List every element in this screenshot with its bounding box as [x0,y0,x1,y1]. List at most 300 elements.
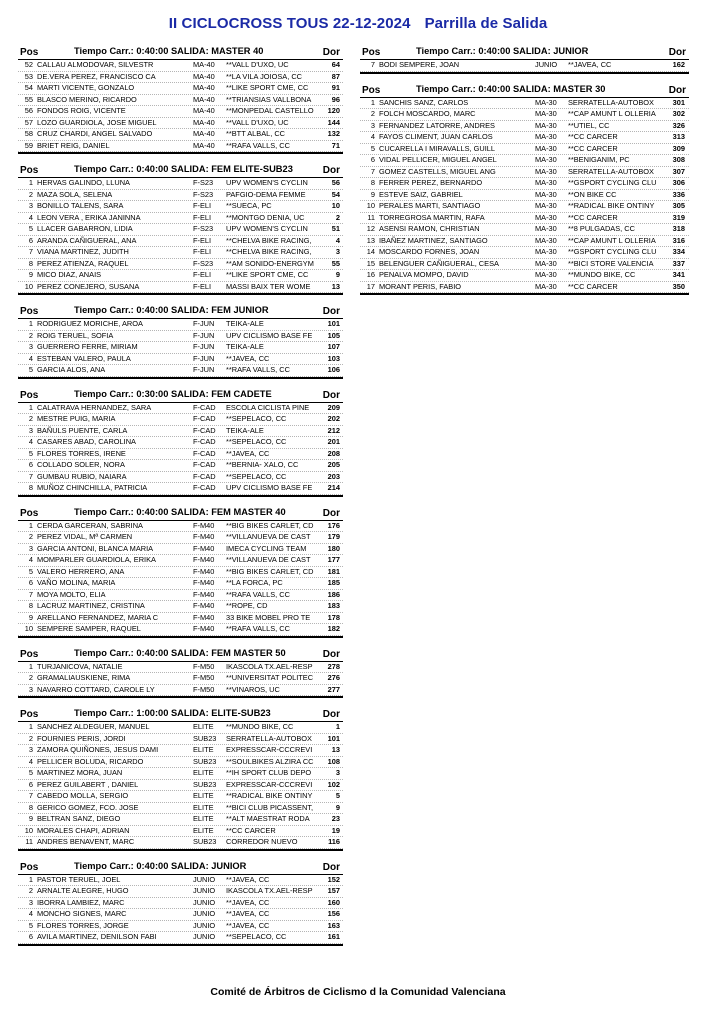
pos-cell: 3 [28,201,33,210]
bib-number: 302 [672,109,685,118]
pos-cell: 59 [24,140,33,150]
rider-name: MUÑOZ CHINCHILLA, PATRICIA [37,483,148,492]
category-cell: F-CAD [193,471,216,481]
category-cell: MA-30 [535,109,557,118]
bib-number: 178 [327,612,340,622]
category-cell: F-ELI [193,235,212,245]
club-cell: **MUNDO BIKE, CC [568,270,636,279]
pos-cell: 5 [28,768,33,777]
club-cell: **8 PULGADAS, CC [568,224,635,233]
table-row [18,578,343,590]
table-row [18,437,343,449]
table-row [18,837,343,849]
club-cell: **SOULBIKES ALZIRA CC [226,756,314,766]
table-row [18,449,343,461]
club-cell: **SEPELACO, CC [226,414,287,423]
pos-cell: 7 [28,247,33,256]
category-cell: MA-30 [535,212,557,222]
pos-cell: 2 [28,189,33,199]
rider-name: CASARES ABAD, CAROLINA [37,437,136,446]
section-header [18,44,343,60]
category-cell: F-M40 [193,555,215,564]
rider-name: CABEDO MOLLA, SERGIO [37,791,129,800]
pos-cell: 4 [28,437,33,446]
section-info: Tiempo Carr.: 0:40:00 SALIDA: FEM JUNIOR [74,305,269,315]
category-cell: F-M50 [193,673,215,682]
section-info: Tiempo Carr.: 1:00:00 SALIDA: ELITE-SUB23 [74,708,271,718]
section-header [18,706,343,722]
rider-name: FERNANDEZ LATORRE, ANDRES [379,120,495,130]
category-cell: F-M40 [193,543,215,553]
category-cell: F-CAD [193,425,216,435]
club-cell: **CC CARCER [568,132,618,141]
pos-cell: 6 [28,779,33,789]
dor-header: Dor [668,47,686,58]
table-row [18,483,343,495]
category-cell: F-JUN [193,353,215,363]
bib-number: 318 [672,224,685,233]
section-info: Tiempo Carr.: 0:40:00 SALIDA: JUNIOR [416,46,589,56]
start-grid-section [18,303,343,379]
rider-name: COLLADO SOLER, NORA [37,460,125,469]
club-cell: **BIG BIKES CARLET, CD [226,520,314,530]
rider-name: FOURNIES PERIS, JORDI [37,733,126,743]
rider-name: CERDA GARCERAN, SABRINA [37,520,143,530]
dor-header: Dor [322,306,340,317]
category-cell: F-M40 [193,566,215,576]
club-cell: SERRATELLA-AUTOBOX [568,166,654,176]
category-cell: F-ELI [193,201,212,210]
rider-name: TURJANICOVA, NATALIE [37,661,123,671]
club-cell: EXPRESSCAR-CCCREVI [226,745,313,754]
table-row [18,544,343,556]
rider-name: MARTI VICENTE, GONZALO [37,83,135,92]
table-row [18,365,343,377]
bib-number: 120 [327,106,340,115]
pos-cell: 5 [28,920,33,930]
section-info: Tiempo Carr.: 0:40:00 SALIDA: FEM MASTER 50 [74,647,286,658]
rider-name: GERICO GOMEZ, FCO. JOSE [37,802,139,812]
pos-cell: 55 [24,94,33,104]
table-row [18,213,343,225]
start-grid-section [18,646,343,699]
club-cell: **JAVEA, CC [568,60,612,69]
bib-number: 56 [331,178,340,187]
club-cell: **VILLANUEVA DE CAST [226,555,311,564]
table-row [18,224,343,236]
club-cell: SERRATELLA-AUTOBOX [226,733,312,743]
club-cell: **UNIVERSITAT POLITEC [226,673,314,682]
rider-name: AVILA MARTINEZ, DENILSON FABI [37,932,157,941]
table-row [18,282,343,294]
table-row [18,190,343,202]
club-cell: **JAVEA, CC [226,448,270,458]
pos-header: Pos [362,84,381,96]
pos-cell: 1 [28,722,33,731]
table-row [18,331,343,343]
club-cell: **JAVEA, CC [226,897,270,907]
pos-cell: 14 [366,247,375,256]
pos-cell: 4 [28,353,33,363]
rider-name: DE.VERA PEREZ, FRANCISCO CA [37,71,156,81]
pos-cell: 12 [366,224,375,233]
dor-header: Dor [322,507,340,519]
table-row [18,247,343,259]
bib-number: 202 [327,414,340,423]
rider-list [18,875,343,946]
rider-list [18,60,343,154]
club-cell: SERRATELLA-AUTOBOX [568,97,654,107]
bib-number: 55 [331,258,340,268]
club-cell: **CC CARCER [568,143,618,153]
table-row [18,814,343,826]
dor-header: Dor [322,165,340,176]
club-cell: **GSPORT CYCLING CLU [568,247,657,256]
bib-number: 96 [331,94,340,104]
table-row [18,521,343,533]
pos-cell: 13 [366,235,375,245]
start-grid-section [18,505,343,638]
category-cell: MA-30 [535,143,557,153]
bib-number: 176 [327,520,340,530]
pos-header: Pos [362,47,381,58]
table-row [18,757,343,769]
club-cell: **VILLANUEVA DE CAST [226,532,311,541]
table-row [18,722,343,734]
club-cell: **UTIEL, CC [568,120,610,130]
club-cell: TEIKA-ALE [226,425,264,435]
rider-list [18,319,343,379]
rider-name: ARANDA CAÑIGUERAL, ANA [37,235,137,245]
club-cell: **BIG BIKES CARLET, CD [226,566,314,576]
rider-name: GUMBAU RUBIO, NAIARA [37,471,127,481]
pos-cell: 6 [370,155,375,164]
rider-name: RODRIGUEZ MORICHE, AROA [37,319,143,328]
section-header [18,859,343,875]
pos-cell: 4 [28,212,33,222]
club-cell: **RAFA VALLS, CC [226,589,290,599]
club-cell: UPV CICLISMO BASE FE [226,330,313,340]
pos-cell: 52 [24,60,33,69]
rider-list [18,722,343,851]
bib-number: 319 [672,212,685,222]
section-header [18,162,343,178]
pos-cell: 56 [24,106,33,115]
bib-number: 201 [327,437,340,446]
bib-number: 9 [335,270,340,279]
category-cell: JUNIO [193,909,216,918]
right-column [360,44,689,303]
pos-cell: 6 [28,578,33,587]
pos-cell: 5 [28,224,33,233]
bib-number: 108 [327,756,340,766]
rider-name: ANDRES BENAVENT, MARC [37,837,135,846]
table-row [18,319,343,331]
start-grid-section [18,162,343,295]
club-cell: **CHELVA BIKE RACING, [226,235,312,245]
section-info: Tiempo Carr.: 0:40:00 SALIDA: JUNIOR [74,860,247,871]
bib-number: 336 [672,189,685,199]
club-cell: **JAVEA, CC [226,353,270,363]
rider-name: MONCHO SIGNES, MARC [37,909,127,918]
rider-name: MESTRE PUIG, MARIA [37,414,116,423]
bib-number: 277 [327,684,340,694]
table-row [18,270,343,282]
table-row [18,567,343,579]
table-row [18,624,343,636]
bib-number: 183 [327,601,340,610]
pos-header: Pos [20,648,39,660]
rider-name: BONILLO TALENS, SARA [37,201,124,210]
club-cell: **CAP AMUNT L OLLERIA [568,109,656,118]
club-cell: **JAVEA, CC [226,909,270,918]
pos-cell: 16 [366,270,375,279]
category-cell: SUB23 [193,733,217,743]
club-cell: **RADICAL BIKE ONTINY [226,791,313,800]
club-cell: UPV CICLISMO BASE FE [226,483,313,492]
bib-number: 144 [327,117,340,127]
category-cell: MA-30 [535,247,557,256]
bib-number: 276 [327,673,340,682]
bib-number: 163 [327,920,340,930]
club-cell: **ON BIKE CC [568,189,617,199]
table-row [360,167,689,179]
rider-name: PENALVA MOMPO, DAVID [379,270,469,279]
pos-cell: 2 [28,886,33,895]
bib-number: 305 [672,201,685,210]
club-cell: **CC CARCER [568,281,618,291]
category-cell: MA-30 [535,201,557,210]
table-row [360,60,689,72]
rider-name: LOZO GUARDIOLA, JOSE MIGUEL [37,117,157,127]
rider-name: CALATRAVA HERNANDEZ, SARA [37,402,152,412]
category-cell: MA-30 [535,178,557,187]
rider-name: SANCHIS SANZ, CARLOS [379,97,469,107]
pos-cell: 8 [28,483,33,492]
club-cell: **SEPELACO, CC [226,932,287,941]
bib-number: 208 [327,448,340,458]
pos-cell: 2 [370,109,375,118]
pos-header: Pos [20,47,39,58]
category-cell: F-M40 [193,578,215,587]
pos-cell: 1 [28,402,33,412]
club-cell: **LIKE SPORT CME, CC [226,270,309,279]
start-grid-section [360,82,689,296]
rider-name: CALLAU ALMODOVAR, SILVESTR [37,60,154,69]
bib-number: 162 [672,60,685,69]
dor-header: Dor [322,861,340,873]
category-cell: MA-30 [535,155,557,164]
rider-name: SANCHEZ ALDEGUER, MANUEL [37,722,150,731]
bib-number: 23 [331,814,340,823]
category-cell: F-M40 [193,520,215,530]
club-cell: **RAFA VALLS, CC [226,365,290,374]
table-row [18,921,343,933]
rider-name: ZAMORA QUIÑONES, JESUS DAMI [37,745,159,754]
section-info: Tiempo Carr.: 0:30:00 SALIDA: FEM CADETE [74,388,272,399]
club-cell: **CC CARCER [226,825,276,835]
rider-name: MORANT PERIS, FABIO [379,281,461,291]
rider-name: BAÑULS PUENTE, CARLA [37,425,128,435]
bib-number: 106 [327,365,340,374]
rider-name: BLASCO MERINO, RICARDO [37,94,137,104]
pos-cell: 1 [28,178,33,187]
bib-number: 157 [327,886,340,895]
rider-name: IBAÑEZ MARTINEZ, SANTIAGO [379,235,488,245]
category-cell: F-JUN [193,330,215,340]
table-row [18,826,343,838]
rider-list [360,98,689,296]
bib-number: 180 [327,543,340,553]
pos-cell: 57 [24,117,33,127]
club-cell: **SEPELACO, CC [226,437,287,446]
table-row [18,673,343,685]
category-cell: ELITE [193,722,214,731]
pos-cell: 54 [24,83,33,92]
pos-header: Pos [20,709,39,720]
category-cell: JUNIO [193,932,216,941]
event-title: II CICLOCROSS TOUS 22-12-2024 [168,15,411,32]
category-cell: F-JUN [193,342,215,351]
category-cell: MA-30 [535,97,557,107]
pos-header: Pos [20,165,39,176]
rider-name: MARTINEZ MORA, JUAN [37,768,123,777]
table-row [18,803,343,815]
table-row [18,791,343,803]
club-cell: **JAVEA, CC [226,874,270,884]
pos-cell: 10 [24,624,33,633]
rider-name: FAYOS CLIMENT, JUAN CARLOS [379,132,493,141]
section-info: Tiempo Carr.: 0:40:00 SALIDA: FEM MASTER 40 [74,506,286,517]
table-row [18,236,343,248]
rider-name: PEREZ CONEJERO, SUSANA [37,281,140,291]
category-cell: F-M50 [193,684,215,694]
rider-name: HERVAS GALINDO, LLUNA [37,178,130,187]
category-cell: MA-30 [535,281,557,291]
pos-cell: 1 [28,874,33,884]
bib-number: 71 [331,140,340,150]
rider-list [18,662,343,699]
bib-number: 313 [672,132,685,141]
bib-number: 307 [672,166,685,176]
start-grid-section [18,44,343,154]
club-cell: CORREDOR NUEVO [226,837,298,846]
category-cell: SUB23 [193,756,217,766]
category-cell: MA-40 [193,60,215,69]
club-cell: **VINAROS, UC [226,684,280,694]
table-row [18,95,343,107]
rider-name: MAZA SOLA, SELENA [37,189,113,199]
club-cell: **MUNDO BIKE, CC [226,722,294,731]
category-cell: F-M40 [193,624,215,633]
rider-name: VIDAL PELLICER, MIGUEL ANGEL [379,155,497,164]
rider-name: PEREZ ATIENZA, RAQUEL [37,258,129,268]
club-cell: **BENIGANIM, PC [568,155,630,164]
club-cell: UPV WOMEN'S CYCLIN [226,178,308,187]
pos-cell: 5 [28,448,33,458]
rider-name: LLACER GABARRON, LIDIA [37,224,133,233]
pos-cell: 11 [367,212,375,222]
category-cell: MA-30 [535,224,557,233]
bib-number: 278 [327,661,340,671]
table-row [18,342,343,354]
pos-header: Pos [20,389,39,401]
rider-name: PEREZ GUILABERT , DANIEL [37,779,139,789]
section-header [18,646,343,662]
table-row [18,886,343,898]
pos-cell: 5 [28,365,33,374]
pos-header: Pos [20,507,39,519]
table-row [18,898,343,910]
pos-cell: 6 [28,235,33,245]
table-row [18,72,343,84]
bib-number: 19 [331,825,340,835]
bib-number: 205 [327,460,340,469]
category-cell: F-M40 [193,612,215,622]
pos-cell: 8 [370,178,375,187]
table-row [360,121,689,133]
pos-cell: 1 [28,520,33,530]
category-cell: MA-30 [535,132,557,141]
table-row [360,201,689,213]
rider-name: ASENSI RAMON, CHRISTIAN [379,224,480,233]
club-cell: IKASCOLA TX.AEL-RESP [226,886,313,895]
pos-cell: 6 [28,932,33,941]
club-cell: **GSPORT CYCLING CLU [568,178,657,187]
club-cell: **RADICAL BIKE ONTINY [568,201,655,210]
rider-name: VIANA MARTINEZ, JUDITH [37,247,129,256]
pos-cell: 7 [370,60,375,69]
category-cell: F-CAD [193,437,216,446]
rider-name: MOSCARDO FORNES, JOAN [379,247,480,256]
rider-name: ARNALTE ALEGRE, HUGO [37,886,129,895]
rider-name: GARCIA ANTONI, BLANCA MARIA [37,543,154,553]
bib-number: 350 [672,281,685,291]
section-header [18,303,343,319]
category-cell: ELITE [193,814,214,823]
rider-name: MORALES CHAPI, ADRIAN [37,825,130,835]
bib-number: 3 [335,768,340,777]
rider-name: PERALES MARTI, SANTIAGO [379,201,481,210]
pos-cell: 10 [366,201,375,210]
table-row [360,236,689,248]
club-cell: ESCOLA CICLISTA PINE [226,402,310,412]
table-row [18,734,343,746]
pos-cell: 1 [28,319,33,328]
rider-name: GUERRERO FERRE, MIRIAM [37,342,138,351]
pos-cell: 15 [366,258,375,268]
category-cell: ELITE [193,745,214,754]
table-row [18,613,343,625]
category-cell: F-JUN [193,365,215,374]
club-cell: TEIKA-ALE [226,319,264,328]
pos-cell: 53 [24,71,33,81]
table-row [18,83,343,95]
pos-cell: 7 [28,589,33,599]
start-grid-section [18,706,343,851]
section-info: Tiempo Carr.: 0:40:00 SALIDA: MASTER 40 [74,46,264,56]
club-cell: **VALL D'UXO, UC [226,60,289,69]
club-cell: **RAFA VALLS, CC [226,140,290,150]
club-cell: IKASCOLA TX.AEL-RESP [226,661,313,671]
table-row [360,132,689,144]
table-row [18,259,343,271]
category-cell: F-CAD [193,448,216,458]
bib-number: 316 [672,235,685,245]
pos-cell: 4 [28,555,33,564]
bib-number: 308 [672,155,685,164]
category-cell: F-ELI [193,270,212,279]
